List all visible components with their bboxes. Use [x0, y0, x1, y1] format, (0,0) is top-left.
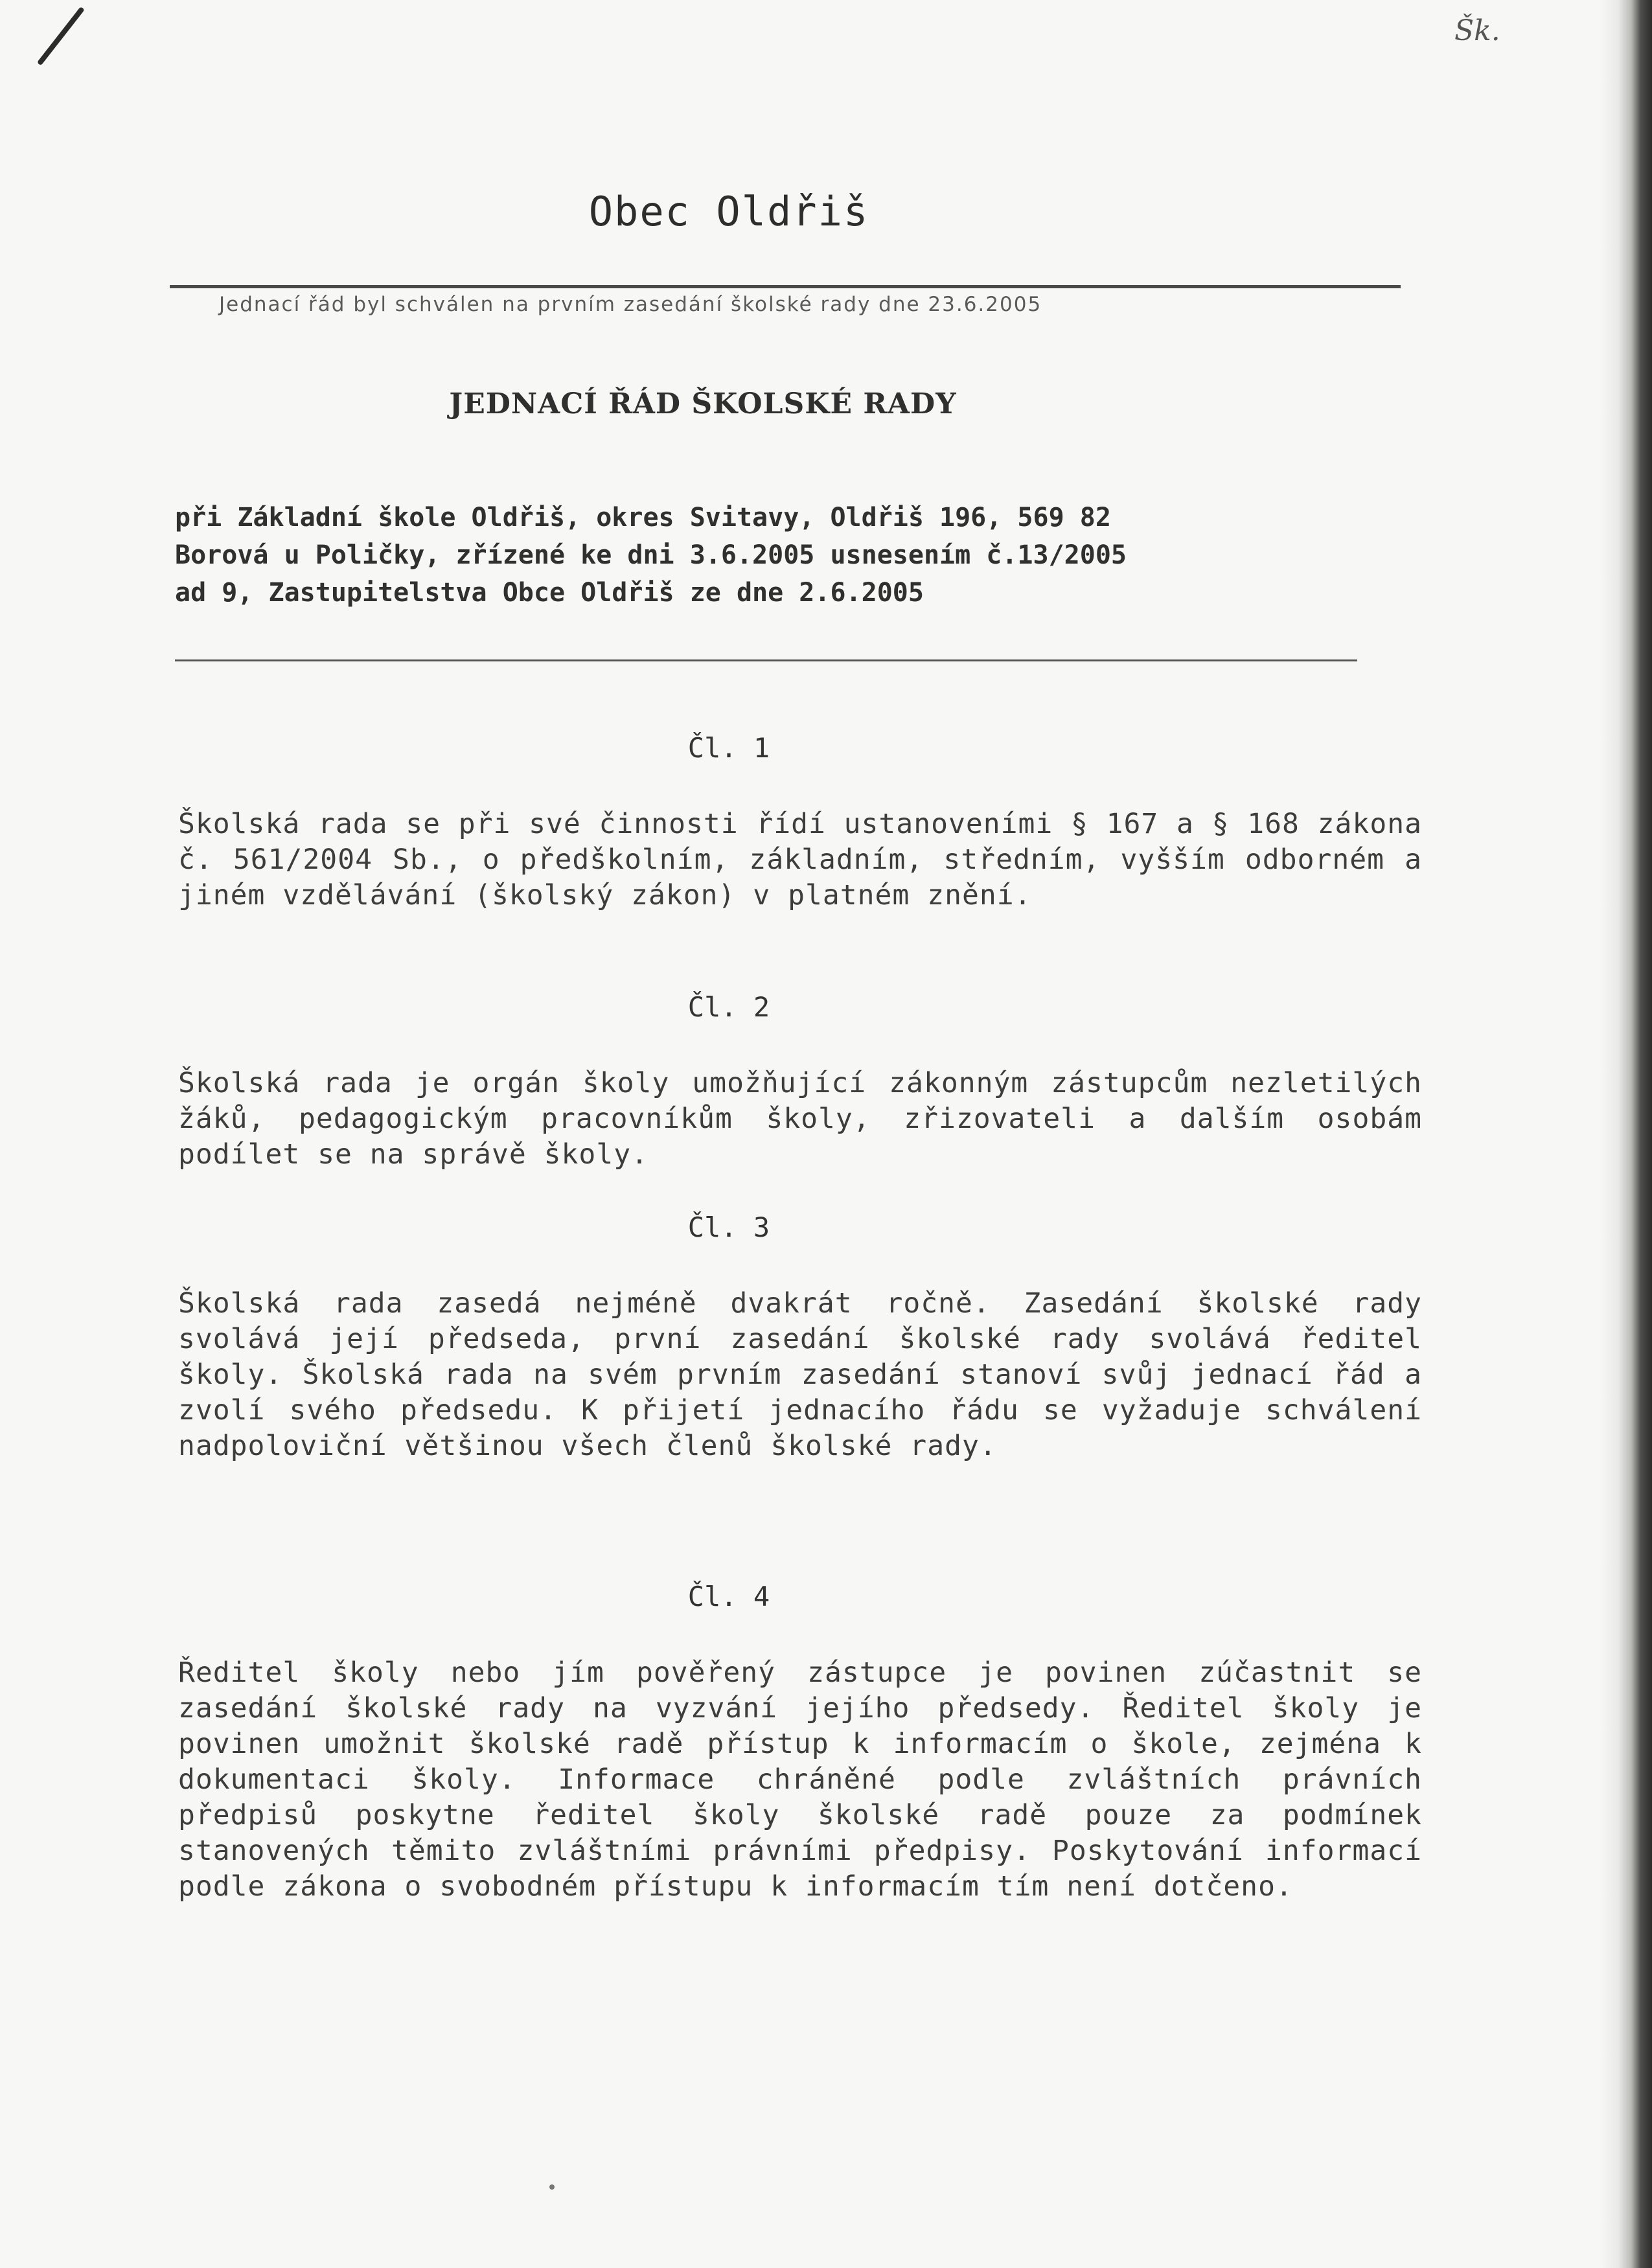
article-4-heading: Čl. 4 — [687, 1581, 770, 1612]
subtitle-line: Borová u Poličky, zřízené ke dni 3.6.2005 usnesením č.13/2005 — [175, 540, 1127, 570]
subtitle-line: při Základní škole Oldřiš, okres Svitavy, Oldřiš 196, 569 82 — [175, 503, 1111, 533]
document-title: JEDNACÍ ŘÁD ŠKOLSKÉ RADY — [449, 387, 957, 420]
article-3-text: Školská rada zasedá nejméně dvakrát ročně. Zasedání školské rady svolává její předseda, první zasedání školské rady svolává ředitel školy. Školská rada na svém prvním zasedání stanoví svůj jednací řád a zvolí svého předsedu. K přijetí jednacího řádu se vyžaduje schválení nadpoloviční většinou všech členů školské rady. — [178, 1287, 1422, 1462]
scanned-page-edge — [1600, 0, 1652, 2268]
article-3-heading: Čl. 3 — [687, 1211, 770, 1243]
handwritten-initials: Šk. — [1454, 14, 1500, 47]
article-1-heading: Čl. 1 — [687, 732, 770, 764]
article-1-text: Školská rada se při své činnosti řídí ustanoveními § 167 a § 168 zákona č. 561/2004 Sb., o předškolním, základním, středním, vyšším odborném a jiném vzdělávání (školský zákon) v platném znění. — [178, 808, 1422, 911]
scan-speck — [549, 2184, 555, 2190]
article-2-heading: Čl. 2 — [687, 991, 770, 1023]
article-4-text: Ředitel školy nebo jím pověřený zástupce je povinen zúčastnit se zasedání školské rady na vyzvání jejího předsedy. Ředitel školy je povinen umožnit školské radě přístup k informacím o škole, zejména k dokumentaci školy. Informace chráněné podle zvláštních právních předpisů poskytne ředitel školy školské radě pouze za podmínek stanovených těmito zvláštními právními předpisy. Poskytování informací podle zákona o svobodném přístupu k informacím tím není dotčeno. — [178, 1656, 1422, 1903]
header-rule — [170, 285, 1401, 288]
approval-note: Jednací řád byl schválen na prvním zasedání školské rady dne 23.6.2005 — [219, 293, 1042, 316]
article-2-text: Školská rada je orgán školy umožňující zákonným zástupcům nezletilých žáků, pedagogickým pracovníkům školy, zřizovateli a dalším osobám podílet se na správě školy. — [178, 1067, 1422, 1171]
subtitle-rule — [175, 659, 1357, 661]
pen-mark — [37, 6, 85, 66]
document-subtitle — [175, 499, 1406, 612]
subtitle-line: ad 9, Zastupitelstva Obce Oldřiš ze dne 2.6.2005 — [175, 578, 924, 608]
municipality-title: Obec Oldřiš — [588, 188, 869, 235]
